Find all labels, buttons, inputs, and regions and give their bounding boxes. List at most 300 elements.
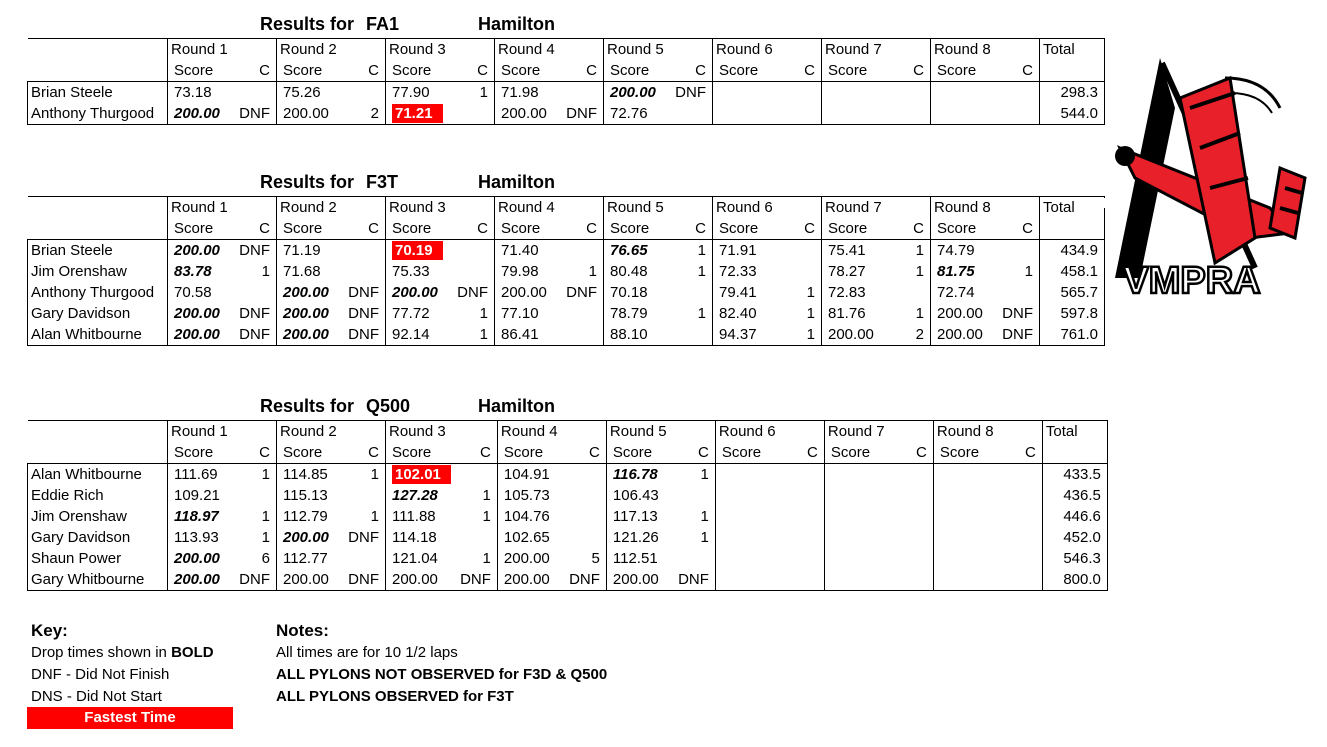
c-cell: DNF (233, 103, 277, 125)
c-cell (560, 240, 604, 262)
c-header: C (586, 62, 597, 79)
section-title (260, 396, 410, 417)
c-cell (890, 548, 934, 569)
c-cell (887, 82, 931, 104)
c-cell: 1 (806, 284, 815, 301)
c-cell: 1 (588, 263, 597, 280)
round-header: Round 1 (168, 39, 277, 61)
pilot-name: Alan Whitbourne (28, 324, 168, 346)
c-cell: DNF (563, 569, 607, 591)
score-cell (933, 548, 999, 569)
total-header: Total (1042, 421, 1107, 443)
c-cell: DNF (233, 324, 277, 346)
c-cell (781, 569, 825, 591)
score-cell (933, 464, 999, 486)
c-cell (778, 82, 822, 104)
score-cell: 72.74 (931, 282, 997, 303)
score-cell: 104.76 (497, 506, 563, 527)
total-cell: 546.3 (1042, 548, 1107, 569)
round-header: Round 2 (277, 421, 386, 443)
results-prefix: Results for (260, 14, 355, 34)
round-header: Round 8 (931, 39, 1040, 61)
c-cell: 1 (697, 263, 706, 280)
score-cell: 72.83 (822, 282, 888, 303)
score-cell: 77.10 (495, 303, 561, 324)
score-cell: 86.41 (495, 324, 561, 346)
score-cell: 83.78 (168, 261, 234, 282)
score-cell (715, 485, 781, 506)
score-cell: 200.00 (277, 324, 343, 346)
c-cell (999, 485, 1043, 506)
pilot-name: Anthony Thurgood (28, 282, 168, 303)
key-bold-word: BOLD (171, 644, 214, 661)
score-cell: 116.78 (606, 464, 672, 486)
score-header: Score (713, 218, 779, 240)
c-header: C (695, 62, 706, 79)
score-cell: 71.91 (713, 240, 779, 262)
c-cell (999, 527, 1043, 548)
score-header: Score (715, 442, 781, 464)
total-cell: 544.0 (1040, 103, 1105, 125)
c-cell (781, 506, 825, 527)
c-header: C (477, 62, 488, 79)
score-cell: 200.00 (495, 103, 561, 125)
c-cell (781, 527, 825, 548)
c-cell: DNF (560, 103, 604, 125)
c-header: C (1022, 220, 1033, 237)
pilot-row (28, 569, 1108, 591)
pilot-row (28, 527, 1108, 548)
score-header: Score (822, 60, 888, 82)
c-header: C (1025, 444, 1036, 461)
c-cell: 1 (479, 305, 488, 322)
score-header: Score (933, 442, 999, 464)
score-cell (713, 82, 779, 104)
key-dnf: DNF - Did Not Finish (31, 666, 170, 683)
fastest-score: 70.19 (392, 241, 443, 260)
round-header: Round 5 (604, 39, 713, 61)
pilot-row (28, 282, 1105, 303)
c-cell: 1 (261, 508, 270, 525)
total-cell: 436.5 (1042, 485, 1107, 506)
score-header: Score (604, 218, 670, 240)
score-cell (933, 506, 999, 527)
score-cell: 200.00 (168, 548, 234, 569)
c-header: C (804, 62, 815, 79)
score-cell: 76.65 (604, 240, 670, 262)
score-cell: 81.76 (822, 303, 888, 324)
score-cell: 77.90 (386, 82, 452, 104)
score-cell: 102.65 (497, 527, 563, 548)
score-cell: 82.40 (713, 303, 779, 324)
notes-line2: ALL PYLONS NOT OBSERVED for F3D & Q500 (276, 666, 608, 683)
c-cell: 1 (342, 464, 386, 486)
pilot-name: Jim Orenshaw (28, 506, 168, 527)
score-cell: 200.00 (822, 324, 888, 346)
score-cell: 73.18 (168, 82, 234, 104)
notes-title: Notes: (276, 621, 329, 640)
total-cell: 433.5 (1042, 464, 1107, 486)
c-cell: 1 (806, 305, 815, 322)
score-cell: 200.00 (497, 548, 563, 569)
pilot-name: Shaun Power (28, 548, 168, 569)
score-header: Score (931, 60, 997, 82)
c-header: C (804, 220, 815, 237)
round-header: Round 4 (495, 197, 604, 219)
c-header: C (916, 444, 927, 461)
c-cell (890, 569, 934, 591)
section-title (260, 14, 399, 35)
score-cell: 72.76 (604, 103, 670, 125)
c-header: C (586, 220, 597, 237)
c-cell (672, 485, 716, 506)
score-header: Score (604, 60, 670, 82)
score-cell: 74.79 (931, 240, 997, 262)
c-cell: 1 (669, 240, 713, 262)
c-cell (778, 261, 822, 282)
c-cell: DNF (457, 284, 488, 301)
c-cell (996, 82, 1040, 104)
c-cell (669, 103, 713, 125)
pilot-row (28, 240, 1105, 262)
c-cell (999, 464, 1043, 486)
total-header: Total (1040, 197, 1105, 219)
c-cell: 1 (451, 324, 495, 346)
score-cell: 104.91 (497, 464, 563, 486)
results-prefix: Results for (260, 172, 355, 192)
score-cell: 200.00 (277, 569, 343, 591)
score-cell: 200.00 (168, 240, 234, 262)
c-header: C (913, 220, 924, 237)
score-cell: 105.73 (497, 485, 563, 506)
score-cell: 92.14 (386, 324, 452, 346)
round-header: Round 7 (822, 197, 931, 219)
c-cell: DNF (566, 284, 597, 301)
score-cell: 200.00 (386, 569, 454, 591)
c-cell (887, 282, 931, 303)
score-cell: 111.88 (386, 506, 454, 527)
pilot-name: Gary Davidson (28, 303, 168, 324)
c-cell: 1 (482, 508, 491, 525)
c-cell: DNF (348, 284, 379, 301)
c-cell (672, 548, 716, 569)
notes (276, 620, 607, 708)
c-cell (451, 261, 495, 282)
round-header: Round 6 (713, 39, 822, 61)
round-header: Round 1 (168, 197, 277, 219)
score-header: Score (386, 60, 452, 82)
score-cell: 77.72 (386, 303, 452, 324)
c-cell (451, 240, 495, 262)
score-cell (824, 485, 890, 506)
key-fastest-time: Fastest Time (27, 707, 233, 729)
c-header: C (368, 220, 379, 237)
c-cell: 1 (700, 529, 709, 546)
score-header: Score (386, 218, 452, 240)
score-cell (715, 569, 781, 591)
score-cell: 71.98 (495, 82, 561, 104)
score-cell: 200.00 (277, 527, 343, 548)
venue-name: Hamilton (478, 14, 556, 34)
class-name: Q500 (366, 396, 411, 416)
score-cell: 118.97 (168, 506, 234, 527)
c-cell: 5 (591, 550, 600, 567)
total-cell: 458.1 (1040, 261, 1105, 282)
c-cell: DNF (348, 305, 379, 322)
score-cell (713, 103, 779, 125)
c-cell (342, 261, 386, 282)
round-header: Round 1 (168, 421, 277, 443)
c-header: C (1022, 62, 1033, 79)
score-cell (822, 82, 888, 104)
c-cell (890, 464, 934, 486)
score-cell: 109.21 (168, 485, 234, 506)
score-header: Score (168, 60, 234, 82)
score-cell: 200.00 (168, 103, 234, 125)
c-cell: 1 (370, 508, 379, 525)
c-cell (778, 240, 822, 262)
c-header: C (695, 220, 706, 237)
score-cell (931, 103, 997, 125)
c-cell (669, 282, 713, 303)
score-cell: 71.19 (277, 240, 343, 262)
c-cell (342, 485, 386, 506)
c-cell (887, 103, 931, 125)
score-header: Score (168, 218, 234, 240)
score-cell: 112.79 (277, 506, 343, 527)
round-header: Round 2 (277, 39, 386, 61)
pilot-row (28, 506, 1108, 527)
score-cell: 70.58 (168, 282, 234, 303)
c-cell (342, 240, 386, 262)
c-cell (563, 527, 607, 548)
score-cell (933, 569, 999, 591)
round-header: Round 5 (606, 421, 715, 443)
c-cell (233, 282, 277, 303)
c-cell (781, 548, 825, 569)
c-cell: 1 (697, 305, 706, 322)
score-cell (824, 464, 890, 486)
pilot-name: Anthony Thurgood (28, 103, 168, 125)
score-header: Score (931, 218, 997, 240)
score-cell: 115.13 (277, 485, 343, 506)
score-cell (386, 240, 452, 262)
pilot-row (28, 303, 1105, 324)
c-header: C (589, 444, 600, 461)
score-cell: 113.93 (168, 527, 234, 548)
score-cell: 200.00 (277, 103, 343, 125)
c-cell (996, 240, 1040, 262)
c-header: C (807, 444, 818, 461)
score-cell (824, 527, 890, 548)
round-header: Round 3 (386, 421, 498, 443)
c-cell: 2 (887, 324, 931, 346)
score-cell: 200.00 (168, 569, 234, 591)
c-header: C (259, 444, 270, 461)
c-header: C (368, 444, 379, 461)
c-cell (999, 569, 1043, 591)
total-cell: 597.8 (1040, 303, 1105, 324)
c-cell (778, 103, 822, 125)
c-cell: 1 (261, 529, 270, 546)
c-cell (233, 485, 277, 506)
score-cell: 75.26 (277, 82, 343, 104)
score-header: Score (495, 60, 561, 82)
c-header: C (477, 220, 488, 237)
vmpra-logo (1080, 38, 1310, 308)
c-cell: DNF (454, 569, 498, 591)
score-cell (824, 506, 890, 527)
score-cell: 78.27 (822, 261, 888, 282)
pilot-row (28, 464, 1108, 486)
section-title (260, 172, 398, 193)
round-header: Round 3 (386, 197, 495, 219)
c-cell: DNF (669, 82, 713, 104)
pilot-name: Gary Davidson (28, 527, 168, 548)
c-cell (563, 485, 607, 506)
results-table (27, 38, 1105, 125)
score-cell: 111.69 (168, 464, 234, 486)
round-header: Round 6 (713, 197, 822, 219)
c-cell (669, 324, 713, 346)
pilot-name: Jim Orenshaw (28, 261, 168, 282)
pilot-row (28, 548, 1108, 569)
c-cell (890, 527, 934, 548)
score-cell (824, 548, 890, 569)
score-cell (386, 464, 454, 486)
round-header: Round 4 (497, 421, 606, 443)
score-cell: 75.33 (386, 261, 452, 282)
score-header: Score (386, 442, 454, 464)
score-cell (715, 548, 781, 569)
c-cell (781, 485, 825, 506)
score-cell (933, 527, 999, 548)
score-cell: 200.00 (168, 303, 234, 324)
c-cell: 1 (887, 240, 931, 262)
c-header: C (913, 62, 924, 79)
c-cell: 1 (915, 263, 924, 280)
c-cell: 1 (700, 508, 709, 525)
c-cell: 1 (482, 487, 491, 504)
total-cell: 800.0 (1042, 569, 1107, 591)
score-cell: 71.40 (495, 240, 561, 262)
score-header: Score (606, 442, 672, 464)
score-cell: 200.00 (168, 324, 234, 346)
logo-text: VMPRA (1123, 260, 1261, 302)
c-cell (999, 548, 1043, 569)
results-prefix: Results for (260, 396, 355, 416)
venue-name: Hamilton (478, 172, 556, 192)
score-cell (824, 569, 890, 591)
c-cell: DNF (239, 305, 270, 322)
c-cell: 1 (482, 550, 491, 567)
class-name: FA1 (366, 14, 400, 34)
score-header: Score (824, 442, 890, 464)
c-cell (890, 506, 934, 527)
c-cell: DNF (348, 529, 379, 546)
c-cell (560, 303, 604, 324)
c-cell: DNF (996, 324, 1040, 346)
key-legend (31, 620, 214, 708)
score-header: Score (495, 218, 561, 240)
score-cell: 75.41 (822, 240, 888, 262)
pilot-row (28, 324, 1105, 346)
c-cell: 1 (778, 324, 822, 346)
score-cell: 121.04 (386, 548, 454, 569)
key-bold-line (31, 642, 214, 664)
c-cell (560, 324, 604, 346)
total-cell: 446.6 (1042, 506, 1107, 527)
round-header: Round 7 (822, 39, 931, 61)
round-header: Round 3 (386, 39, 495, 61)
total-cell: 452.0 (1042, 527, 1107, 548)
c-cell (451, 103, 495, 125)
total-cell: 434.9 (1040, 240, 1105, 262)
pilot-row (28, 485, 1108, 506)
c-cell (999, 506, 1043, 527)
c-cell (996, 282, 1040, 303)
score-cell: 81.75 (931, 261, 997, 282)
c-cell (233, 82, 277, 104)
notes-line1: All times are for 10 1/2 laps (276, 644, 458, 661)
c-cell: DNF (672, 569, 716, 591)
total-cell: 298.3 (1040, 82, 1105, 104)
c-cell (560, 82, 604, 104)
pilot-row (28, 261, 1105, 282)
key-bold-prefix: Drop times shown in (31, 644, 172, 661)
score-cell: 200.00 (497, 569, 563, 591)
c-header: C (480, 444, 491, 461)
score-cell: 112.51 (606, 548, 672, 569)
notes-line3: ALL PYLONS OBSERVED for F3T (276, 688, 514, 705)
score-cell (715, 464, 781, 486)
fastest-score: 71.21 (392, 104, 443, 123)
c-cell: 1 (672, 464, 716, 486)
score-cell: 70.18 (604, 282, 670, 303)
key-dns: DNS - Did Not Start (31, 688, 162, 705)
score-cell: 80.48 (604, 261, 670, 282)
fastest-score: 102.01 (392, 465, 451, 484)
c-cell: DNF (342, 569, 386, 591)
results-table (27, 196, 1105, 346)
score-cell: 79.41 (713, 282, 779, 303)
total-cell: 565.7 (1040, 282, 1105, 303)
c-cell: DNF (233, 240, 277, 262)
score-header: Score (713, 60, 779, 82)
c-header: C (698, 444, 709, 461)
c-cell (342, 82, 386, 104)
pilot-name: Alan Whitbourne (28, 464, 168, 486)
score-cell: 72.33 (713, 261, 779, 282)
results-table (27, 420, 1108, 591)
c-header: C (368, 62, 379, 79)
score-cell (933, 485, 999, 506)
round-header: Round 7 (824, 421, 933, 443)
round-header: Round 8 (931, 197, 1040, 219)
c-header: C (259, 220, 270, 237)
score-cell (715, 506, 781, 527)
total-cell: 761.0 (1040, 324, 1105, 346)
pilot-name: Gary Whitbourne (28, 569, 168, 591)
c-cell: DNF (342, 324, 386, 346)
score-cell: 200.00 (931, 324, 997, 346)
score-header: Score (822, 218, 888, 240)
score-header: Score (277, 442, 343, 464)
score-cell: 200.00 (606, 569, 672, 591)
score-cell: 88.10 (604, 324, 670, 346)
score-header: Score (277, 218, 343, 240)
round-header: Round 8 (933, 421, 1042, 443)
